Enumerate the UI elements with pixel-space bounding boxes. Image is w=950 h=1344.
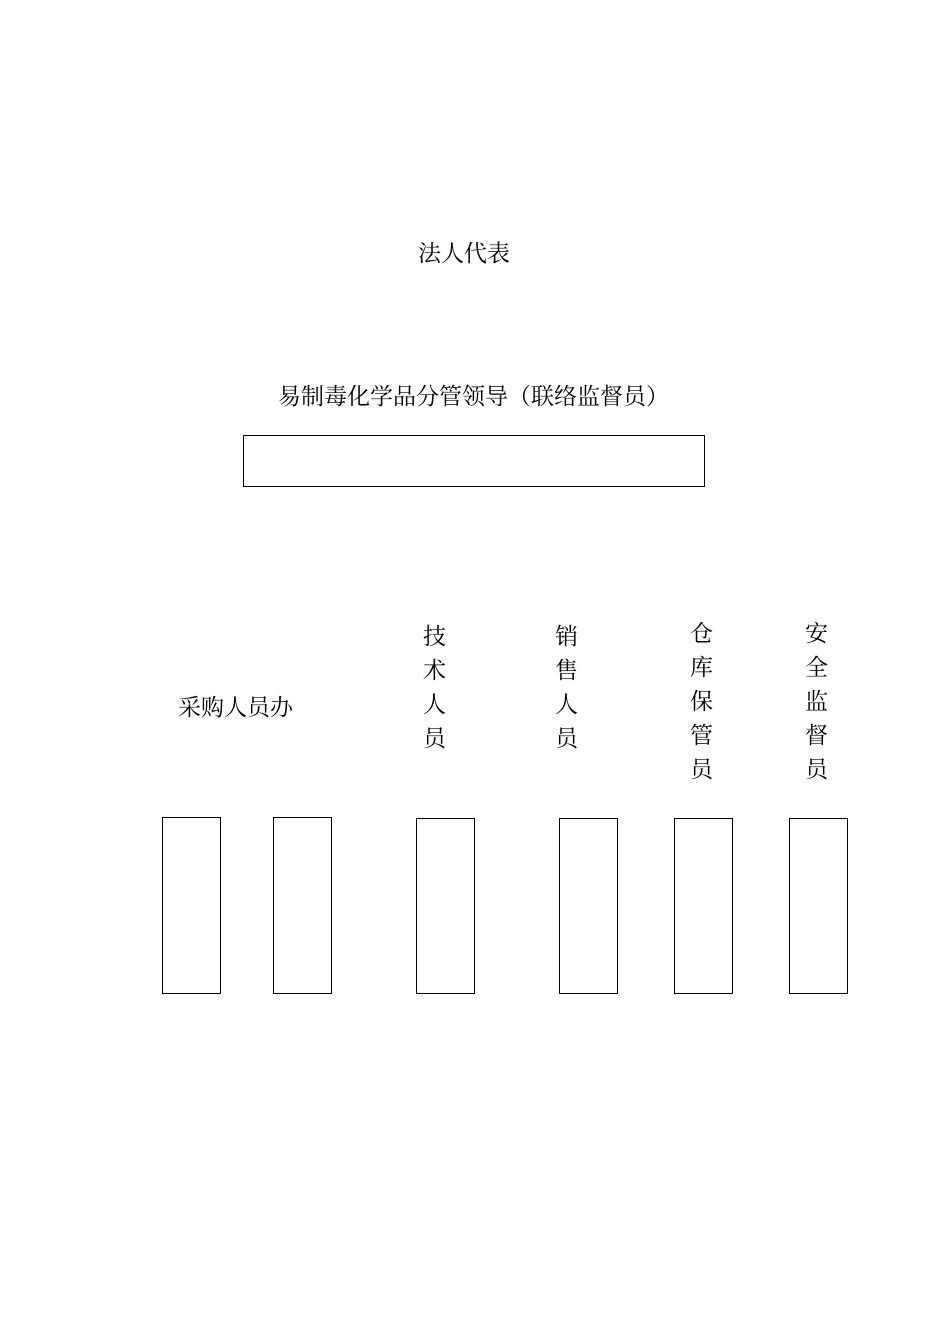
sales-staff-label: 销售人员 — [551, 624, 577, 760]
safety-supervisor-label: 安全监督员 — [801, 621, 827, 791]
procurement-label: 采购人员办 — [178, 695, 293, 721]
sales-staff-label-clip — [551, 620, 577, 760]
safety-supervisor-box — [789, 818, 848, 994]
procurement-box-1 — [162, 817, 221, 994]
procurement-box-2 — [273, 817, 332, 994]
technical-staff-box — [416, 818, 475, 994]
legal-representative-label: 法人代表 — [418, 241, 510, 267]
technical-staff-label: 技术人员 — [419, 624, 445, 760]
sales-staff-box — [559, 818, 618, 994]
warehouse-keeper-label: 仓库保管员 — [686, 621, 712, 791]
warehouse-keeper-box — [674, 818, 733, 994]
manager-box — [243, 435, 705, 487]
manager-label: 易制毒化学品分管领导（联络监督员） — [278, 384, 669, 410]
